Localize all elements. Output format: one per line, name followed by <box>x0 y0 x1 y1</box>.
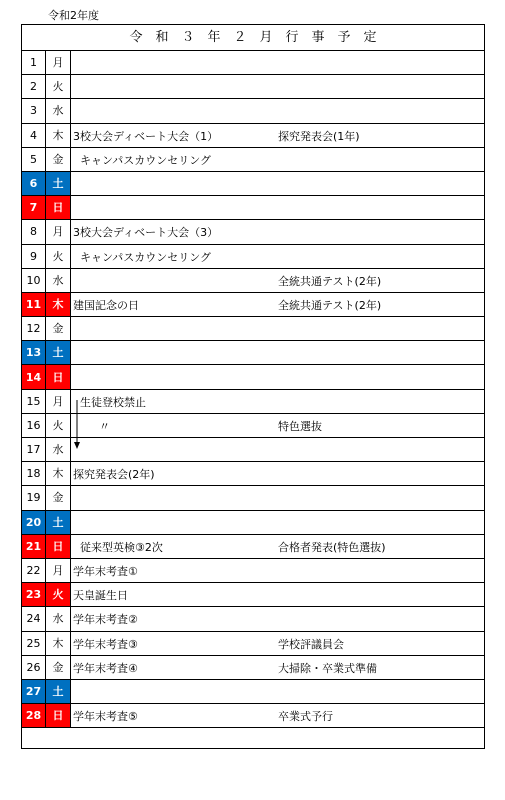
day-number: 13 <box>22 341 46 365</box>
schedule-row <box>22 679 485 703</box>
schedule-row <box>22 196 485 220</box>
event-primary: キャンパスカウンセリング <box>80 250 212 264</box>
schedule-row <box>22 123 485 147</box>
schedule-row <box>22 704 485 728</box>
event-primary: 学年末考査③ <box>73 637 138 651</box>
day-number: 18 <box>22 462 46 486</box>
events-cell <box>71 196 485 220</box>
weekday: 土 <box>46 341 71 365</box>
event-secondary: 学校評議員会 <box>278 637 344 651</box>
events-cell <box>71 534 485 558</box>
event-primary: 学年末考査④ <box>73 661 138 675</box>
event-primary: 従来型英検③2次 <box>80 540 163 554</box>
events-cell <box>71 704 485 728</box>
schedule-row <box>22 486 485 510</box>
weekday: 月 <box>46 220 71 244</box>
event-primary: 探究発表会(2年) <box>73 468 155 482</box>
weekday: 日 <box>46 534 71 558</box>
schedule-row <box>22 365 485 389</box>
weekday: 火 <box>46 413 71 437</box>
weekday: 火 <box>46 75 71 99</box>
weekday: 水 <box>46 438 71 462</box>
event-primary: 学年末考査② <box>73 613 138 627</box>
event-secondary: 合格者発表(特色選抜) <box>278 540 386 554</box>
schedule-row <box>22 292 485 316</box>
schedule-row <box>22 583 485 607</box>
day-number: 12 <box>22 317 46 341</box>
event-secondary: 大掃除・卒業式準備 <box>278 661 377 675</box>
title-row <box>22 25 485 51</box>
schedule-row <box>22 462 485 486</box>
weekday: 木 <box>46 631 71 655</box>
day-number: 23 <box>22 583 46 607</box>
weekday: 土 <box>46 171 71 195</box>
weekday: 土 <box>46 679 71 703</box>
events-cell <box>71 510 485 534</box>
events-cell <box>71 75 485 99</box>
day-number: 6 <box>22 171 46 195</box>
day-number: 14 <box>22 365 46 389</box>
weekday: 金 <box>46 655 71 679</box>
events-cell <box>71 292 485 316</box>
event-secondary: 全統共通テスト(2年) <box>278 298 382 312</box>
down-arrow-icon <box>73 400 81 450</box>
weekday: 火 <box>46 244 71 268</box>
day-number: 2 <box>22 75 46 99</box>
weekday: 土 <box>46 510 71 534</box>
events-cell <box>71 486 485 510</box>
schedule-row <box>22 341 485 365</box>
events-cell <box>71 389 485 413</box>
event-primary: キャンパスカウンセリング <box>80 153 212 167</box>
event-primary: 〃 <box>99 419 110 433</box>
events-cell <box>71 220 485 244</box>
day-number: 21 <box>22 534 46 558</box>
weekday: 水 <box>46 99 71 123</box>
weekday: 月 <box>46 558 71 582</box>
event-primary: 天皇誕生日 <box>73 589 128 603</box>
weekday: 金 <box>46 486 71 510</box>
schedule-row <box>22 438 485 462</box>
schedule-row <box>22 413 485 437</box>
day-number: 11 <box>22 292 46 316</box>
event-secondary: 全統共通テスト(2年) <box>278 274 382 288</box>
schedule-row <box>22 631 485 655</box>
schedule-row <box>22 389 485 413</box>
event-secondary: 探究発表会(1年) <box>278 129 360 143</box>
weekday: 木 <box>46 292 71 316</box>
events-cell <box>71 679 485 703</box>
events-cell <box>71 341 485 365</box>
schedule-row <box>22 534 485 558</box>
schedule-body <box>22 25 485 749</box>
schedule-row <box>22 220 485 244</box>
events-cell <box>71 583 485 607</box>
weekday: 火 <box>46 583 71 607</box>
day-number: 8 <box>22 220 46 244</box>
schedule-row <box>22 244 485 268</box>
weekday: 日 <box>46 196 71 220</box>
events-cell <box>71 413 485 437</box>
events-cell <box>71 51 485 75</box>
events-cell <box>71 268 485 292</box>
weekday: 木 <box>46 123 71 147</box>
day-number: 25 <box>22 631 46 655</box>
weekday: 月 <box>46 51 71 75</box>
day-number: 16 <box>22 413 46 437</box>
events-cell <box>71 631 485 655</box>
day-number: 22 <box>22 558 46 582</box>
weekday: 金 <box>46 317 71 341</box>
events-cell <box>71 438 485 462</box>
events-cell <box>71 171 485 195</box>
schedule-row <box>22 268 485 292</box>
day-number: 7 <box>22 196 46 220</box>
schedule-row <box>22 317 485 341</box>
event-primary: 学年末考査① <box>73 564 138 578</box>
event-primary: 建国記念の日 <box>73 298 139 312</box>
day-number: 20 <box>22 510 46 534</box>
page-title: 令和３年２月行事予定 <box>22 25 485 51</box>
event-primary: 生徒登校禁止 <box>80 395 146 409</box>
events-cell <box>71 244 485 268</box>
events-cell <box>71 655 485 679</box>
day-number: 19 <box>22 486 46 510</box>
schedule-row <box>22 147 485 171</box>
day-number: 24 <box>22 607 46 631</box>
schedule-row <box>22 75 485 99</box>
day-number: 15 <box>22 389 46 413</box>
blank-cell <box>22 728 485 749</box>
events-cell <box>71 462 485 486</box>
day-number: 26 <box>22 655 46 679</box>
event-primary: 3校大会ディベート大会（1） <box>73 129 219 143</box>
events-cell <box>71 558 485 582</box>
weekday: 木 <box>46 462 71 486</box>
day-number: 28 <box>22 704 46 728</box>
event-primary: 学年末考査⑤ <box>73 710 138 724</box>
schedule-table <box>21 24 485 749</box>
events-cell <box>71 365 485 389</box>
schedule-row <box>22 51 485 75</box>
day-number: 3 <box>22 99 46 123</box>
schedule-row <box>22 607 485 631</box>
day-number: 17 <box>22 438 46 462</box>
blank-row <box>22 728 485 749</box>
events-cell <box>71 317 485 341</box>
schedule-row <box>22 99 485 123</box>
day-number: 1 <box>22 51 46 75</box>
schedule-row <box>22 558 485 582</box>
schedule-row <box>22 655 485 679</box>
day-number: 5 <box>22 147 46 171</box>
year-label: 令和2年度 <box>48 9 99 22</box>
weekday: 水 <box>46 268 71 292</box>
events-cell <box>71 147 485 171</box>
weekday: 日 <box>46 365 71 389</box>
events-cell <box>71 99 485 123</box>
weekday: 月 <box>46 389 71 413</box>
event-secondary: 特色選抜 <box>278 419 322 433</box>
day-number: 27 <box>22 679 46 703</box>
weekday: 水 <box>46 607 71 631</box>
schedule-row <box>22 171 485 195</box>
events-cell <box>71 123 485 147</box>
event-primary: 3校大会ディベート大会（3） <box>73 226 219 240</box>
schedule-row <box>22 510 485 534</box>
weekday: 日 <box>46 704 71 728</box>
day-number: 10 <box>22 268 46 292</box>
event-secondary: 卒業式予行 <box>278 710 333 724</box>
events-cell <box>71 607 485 631</box>
day-number: 4 <box>22 123 46 147</box>
day-number: 9 <box>22 244 46 268</box>
weekday: 金 <box>46 147 71 171</box>
